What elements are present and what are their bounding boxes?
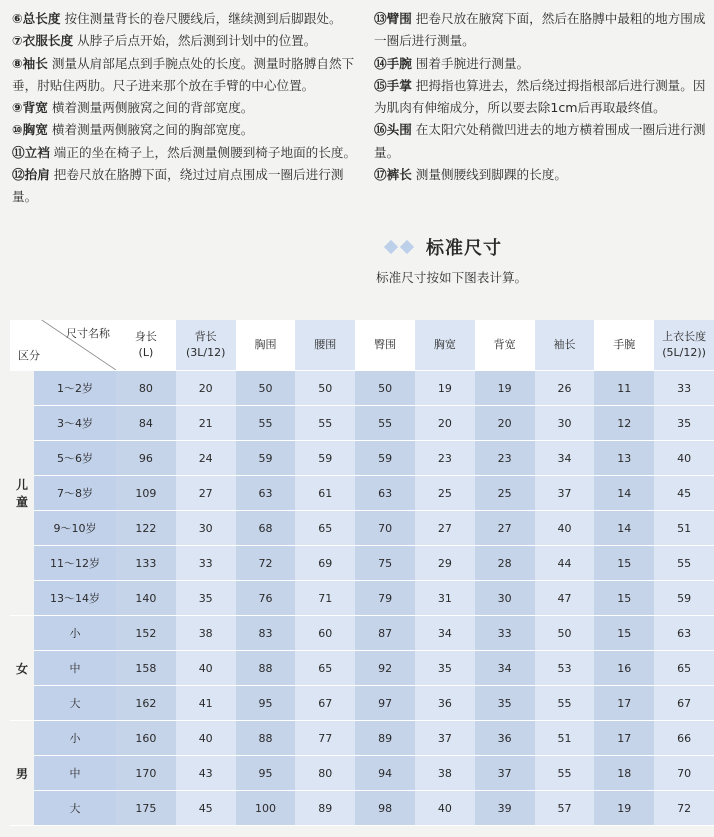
item-term: 衣服长度: [22, 33, 74, 49]
item-term: 手腕: [386, 55, 412, 71]
table-cell: 66: [654, 721, 714, 756]
table-cell: 40: [176, 651, 236, 686]
row-label: 5～6岁: [34, 441, 116, 476]
measurement-item: [374, 119, 706, 164]
header-line1: 背长: [194, 330, 217, 343]
table-cell: 44: [535, 546, 595, 581]
table-cell: 20: [176, 371, 236, 406]
row-label: 中: [34, 651, 116, 686]
table-cell: 59: [355, 441, 415, 476]
table-cell: 68: [236, 511, 296, 546]
table-cell: 13: [594, 441, 654, 476]
table-row: [10, 441, 714, 476]
table-cell: 20: [415, 406, 475, 441]
table-cell: 12: [594, 406, 654, 441]
table-cell: 41: [176, 686, 236, 721]
table-cell: 53: [535, 651, 595, 686]
table-cell: 31: [415, 581, 475, 616]
table-cell: 100: [236, 791, 296, 826]
table-row: [10, 651, 714, 686]
section-description: 标准尺寸按如下图表计算。: [376, 270, 528, 285]
table-cell: 36: [475, 721, 535, 756]
table-cell: 35: [475, 686, 535, 721]
table-cell: 152: [116, 616, 176, 651]
header-line1: 背宽: [493, 338, 516, 351]
table-cell: 55: [535, 756, 595, 791]
column-header: [355, 320, 415, 371]
table-cell: 77: [295, 721, 355, 756]
table-cell: 59: [295, 441, 355, 476]
item-number: ⑥: [12, 11, 23, 26]
table-cell: 92: [355, 651, 415, 686]
table-cell: 35: [654, 406, 714, 441]
table-cell: 33: [654, 371, 714, 406]
table-cell: 33: [176, 546, 236, 581]
table-cell: 122: [116, 511, 176, 546]
table-cell: 59: [654, 581, 714, 616]
item-term: 总长度: [22, 11, 61, 26]
table-cell: 28: [475, 546, 535, 581]
table-cell: 30: [176, 511, 236, 546]
item-description: 把卷尺放在腋窝下面，然后在胳膊中最粗的地方围成一圈后进行测量。: [374, 11, 706, 49]
table-cell: 63: [236, 476, 296, 511]
row-label: 1～2岁: [34, 371, 116, 406]
table-cell: 20: [475, 406, 535, 441]
table-cell: 34: [475, 651, 535, 686]
table-cell: 24: [176, 441, 236, 476]
table-cell: 19: [415, 371, 475, 406]
measurement-item: [12, 8, 364, 30]
table-cell: 37: [475, 756, 535, 791]
row-label: 大: [34, 791, 116, 826]
item-number: ⑫: [12, 167, 25, 183]
table-cell: 98: [355, 791, 415, 826]
table-cell: 95: [236, 686, 296, 721]
diamond-icon: [400, 240, 414, 254]
table-cell: 21: [176, 406, 236, 441]
table-cell: 84: [116, 406, 176, 441]
table-cell: 80: [116, 371, 176, 406]
table-cell: 140: [116, 581, 176, 616]
table-cell: 162: [116, 686, 176, 721]
table-cell: 26: [535, 371, 595, 406]
table-cell: 160: [116, 721, 176, 756]
item-number: ⑰: [374, 167, 387, 183]
table-cell: 17: [594, 686, 654, 721]
item-term: 袖长: [22, 55, 48, 71]
table-cell: 88: [236, 721, 296, 756]
item-description: 测量侧腰线到脚踝的长度。: [415, 167, 567, 183]
table-cell: 51: [535, 721, 595, 756]
table-cell: 83: [236, 616, 296, 651]
measurement-item: [374, 53, 706, 75]
table-row: [10, 371, 714, 406]
table-cell: 45: [176, 791, 236, 826]
standard-size-table: [10, 320, 714, 826]
header-line2: (L): [138, 346, 154, 359]
table-cell: 89: [355, 721, 415, 756]
table-cell: 17: [594, 721, 654, 756]
table-cell: 79: [355, 581, 415, 616]
table-cell: 59: [236, 441, 296, 476]
table-cell: 55: [535, 686, 595, 721]
table-cell: 18: [594, 756, 654, 791]
table-cell: 71: [295, 581, 355, 616]
table-cell: 55: [355, 406, 415, 441]
table-cell: 87: [355, 616, 415, 651]
item-description: 端正的坐在椅子上，然后测量侧腰到椅子地面的长度。: [53, 144, 357, 160]
table-row: [10, 476, 714, 511]
table-cell: 95: [236, 756, 296, 791]
item-description: 在太阳穴处稍微凹进去的地方横着围成一圈后进行测量。: [374, 122, 706, 160]
table-cell: 50: [535, 616, 595, 651]
item-number: ⑪: [12, 144, 25, 160]
column-header: [654, 320, 714, 371]
table-cell: 170: [116, 756, 176, 791]
table-cell: 25: [415, 476, 475, 511]
row-label: 7～8岁: [34, 476, 116, 511]
table-cell: 15: [594, 581, 654, 616]
table-cell: 16: [594, 651, 654, 686]
table-cell: 38: [176, 616, 236, 651]
item-description: 把拇指也算进去，然后绕过拇指根部后进行测量。因为肌肉有伸缩成分，所以要去除1cm后再取最终值。: [374, 77, 706, 116]
table-cell: 38: [415, 756, 475, 791]
table-cell: 63: [355, 476, 415, 511]
header-corner: [10, 320, 116, 371]
table-cell: 30: [535, 406, 595, 441]
table-cell: 50: [355, 371, 415, 406]
table-cell: 50: [236, 371, 296, 406]
item-term: 背宽: [22, 100, 48, 116]
item-term: 抬肩: [24, 167, 50, 183]
table-row: [10, 756, 714, 791]
table-cell: 80: [295, 756, 355, 791]
header-line2: (3L/12): [185, 346, 226, 359]
group-label: 女: [10, 616, 34, 721]
item-description: 按住测量背长的卷尺腰线后，继续测到后脚跟处。: [64, 11, 342, 26]
group-label: 男: [10, 721, 34, 826]
item-description: 围着手腕进行测量。: [415, 55, 530, 71]
measurement-item: [12, 142, 364, 164]
table-cell: 45: [654, 476, 714, 511]
table-row: [10, 791, 714, 826]
table-cell: 27: [176, 476, 236, 511]
table-cell: 37: [535, 476, 595, 511]
diamond-icon: [384, 240, 398, 254]
table-cell: 51: [654, 511, 714, 546]
table-cell: 67: [654, 686, 714, 721]
measurement-item: [12, 30, 364, 52]
table-cell: 72: [654, 791, 714, 826]
item-number: ⑧: [12, 55, 23, 71]
section-header: [386, 233, 502, 261]
table-cell: 70: [355, 511, 415, 546]
table-cell: 69: [295, 546, 355, 581]
item-description: 测量从肩部尾点到手腕点处的长度。测量时胳膊自然下垂，肘贴住两肋。尺子进来那个放在手臂的中心位置。: [12, 55, 355, 93]
table-cell: 133: [116, 546, 176, 581]
table-cell: 75: [355, 546, 415, 581]
item-number: ⑦: [12, 33, 23, 49]
row-label: 3～4岁: [34, 406, 116, 441]
table-cell: 63: [654, 616, 714, 651]
table-cell: 23: [475, 441, 535, 476]
table-row: [10, 616, 714, 651]
table-cell: 65: [295, 651, 355, 686]
table-cell: 29: [415, 546, 475, 581]
item-number: ⑯: [374, 122, 387, 138]
table-cell: 72: [236, 546, 296, 581]
table-cell: 40: [176, 721, 236, 756]
table-cell: 27: [475, 511, 535, 546]
row-label: 13～14岁: [34, 581, 116, 616]
item-term: 胸宽: [22, 122, 48, 138]
table-cell: 88: [236, 651, 296, 686]
table-cell: 34: [535, 441, 595, 476]
table-cell: 19: [475, 371, 535, 406]
table-cell: 14: [594, 476, 654, 511]
header-line1: 手腕: [613, 338, 636, 351]
table-cell: 23: [415, 441, 475, 476]
table-cell: 33: [475, 616, 535, 651]
table-cell: 35: [415, 651, 475, 686]
table-cell: 55: [654, 546, 714, 581]
item-number: ⑭: [374, 55, 387, 71]
column-header: [176, 320, 236, 371]
column-header: [415, 320, 475, 371]
table-cell: 65: [295, 511, 355, 546]
table-cell: 158: [116, 651, 176, 686]
table-cell: 39: [475, 791, 535, 826]
table-cell: 14: [594, 511, 654, 546]
table-cell: 89: [295, 791, 355, 826]
table-row: [10, 721, 714, 756]
row-label: 大: [34, 686, 116, 721]
table-cell: 61: [295, 476, 355, 511]
item-number: ⑨: [12, 100, 23, 116]
header-line1: 袖长: [553, 338, 576, 351]
table-cell: 60: [295, 616, 355, 651]
column-header: [475, 320, 535, 371]
measurement-item: [374, 75, 706, 120]
item-term: 头围: [386, 122, 412, 138]
table-cell: 76: [236, 581, 296, 616]
table-cell: 15: [594, 616, 654, 651]
table-cell: 35: [176, 581, 236, 616]
column-header: [535, 320, 595, 371]
table-cell: 43: [176, 756, 236, 791]
header-line1: 胸宽: [433, 338, 456, 351]
measurement-item: [12, 164, 364, 209]
table-cell: 11: [594, 371, 654, 406]
group-label: 儿 童: [10, 371, 34, 616]
table-cell: 40: [535, 511, 595, 546]
item-description: 横着测量两侧腋窝之间的背部宽度。: [51, 100, 254, 116]
row-label: 小: [34, 721, 116, 756]
table-cell: 67: [295, 686, 355, 721]
table-row: [10, 581, 714, 616]
item-term: 立裆: [24, 144, 50, 160]
item-number: ⑬: [374, 11, 387, 26]
table-cell: 55: [236, 406, 296, 441]
header-line1: 身长: [134, 330, 157, 343]
table-header-row: [10, 320, 714, 371]
table-cell: 50: [295, 371, 355, 406]
table-cell: 57: [535, 791, 595, 826]
header-line1: 胸围: [254, 338, 277, 351]
header-line1: 臀围: [374, 338, 397, 351]
table-cell: 36: [415, 686, 475, 721]
table-cell: 40: [654, 441, 714, 476]
row-label: 中: [34, 756, 116, 791]
table-cell: 15: [594, 546, 654, 581]
table-cell: 27: [415, 511, 475, 546]
table-cell: 109: [116, 476, 176, 511]
item-term: 臂围: [386, 11, 412, 26]
column-header: [295, 320, 355, 371]
table-cell: 175: [116, 791, 176, 826]
item-number: ⑩: [12, 122, 23, 138]
left-column: [12, 8, 364, 209]
row-label: 11～12岁: [34, 546, 116, 581]
item-number: ⑮: [374, 77, 387, 93]
row-label: 小: [34, 616, 116, 651]
table-cell: 97: [355, 686, 415, 721]
table-cell: 55: [295, 406, 355, 441]
item-term: 裤长: [386, 167, 412, 183]
table-row: [10, 546, 714, 581]
item-description: 从脖子后点开始，然后测到计划中的位置。: [77, 33, 317, 49]
table-row: [10, 406, 714, 441]
row-label: 9～10岁: [34, 511, 116, 546]
table-cell: 19: [594, 791, 654, 826]
column-header: [594, 320, 654, 371]
measurement-item: [12, 97, 364, 119]
column-header: [236, 320, 296, 371]
section-title: 标准尺寸: [426, 238, 502, 259]
corner-bottom-label: 区分: [18, 349, 40, 362]
column-header: [116, 320, 176, 371]
item-description: 把卷尺放在胳膊下面，绕过过肩点围成一圈后进行测量。: [12, 167, 344, 205]
table-cell: 94: [355, 756, 415, 791]
table-cell: 70: [654, 756, 714, 791]
header-line2: (5L/12)): [662, 346, 706, 359]
right-column: [374, 8, 706, 186]
header-line1: 腰围: [314, 338, 337, 351]
measurement-item: [374, 8, 706, 53]
table-row: [10, 511, 714, 546]
table-cell: 34: [415, 616, 475, 651]
measurement-item: [12, 53, 364, 98]
table-cell: 25: [475, 476, 535, 511]
table-cell: 47: [535, 581, 595, 616]
table-row: [10, 686, 714, 721]
table-cell: 30: [475, 581, 535, 616]
item-description: 横着测量两侧腋窝之间的胸部宽度。: [51, 122, 254, 138]
table-cell: 40: [415, 791, 475, 826]
table-cell: 37: [415, 721, 475, 756]
measurement-item: [12, 119, 364, 141]
table-cell: 96: [116, 441, 176, 476]
measurement-item: [374, 164, 706, 186]
table-cell: 65: [654, 651, 714, 686]
corner-top-label: 尺寸名称: [66, 327, 110, 340]
header-line1: 上衣长度: [662, 330, 707, 343]
item-term: 手掌: [386, 77, 412, 93]
